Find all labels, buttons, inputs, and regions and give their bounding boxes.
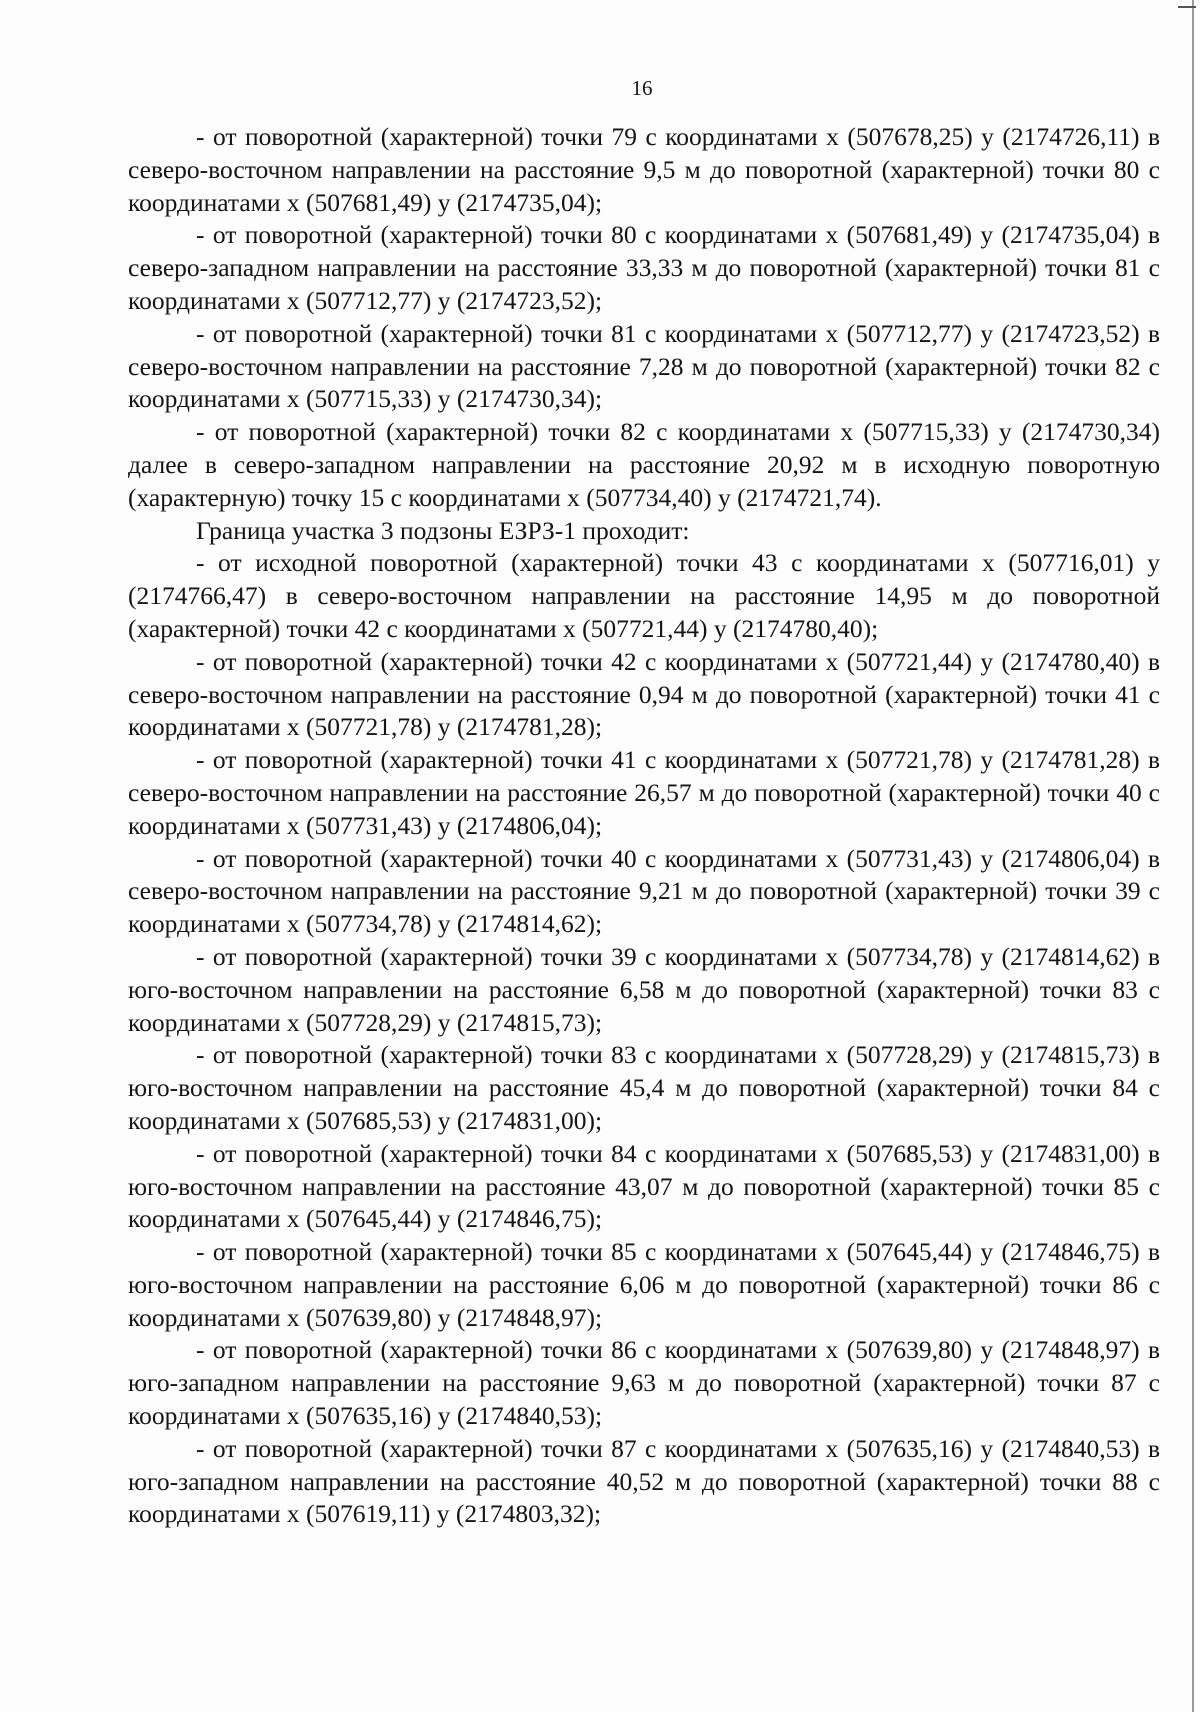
page-number: 16 xyxy=(631,76,653,100)
boundary-segment-paragraph: - от исходной поворотной (характерной) точки 43 с координатами х (507716,01) у (2174766,47) в северо-восточном направлении на расстояние 14,95 м до поворотной (характерной) точки 42 с координатами х (507721,44) у (2174780,40); xyxy=(128,548,1160,643)
boundary-segment-paragraph: - от поворотной (характерной) точки 81 с координатами х (507712,77) у (2174723,52) в северо-восточном направлении на расстояние 7,28 м до поворотной (характерной) точки 82 с координатами х (507715,33) у (2174730,34); xyxy=(128,318,1160,414)
boundary-segment-paragraph: - от поворотной (характерной) точки 40 с координатами х (507731,43) у (2174806,04) в северо-восточном направлении на расстояние 9,21 м до поворотной (характерной) точки 39 с координатами х (507734,78) у (2174814,62); xyxy=(128,843,1160,939)
boundary-segment-paragraph: - от поворотной (характерной) точки 41 с координатами х (507721,78) у (2174781,28) в северо-восточном направлении на расстояние 26,57 м до поворотной (характерной) точки 40 с координатами х (507731,43) у (2174806,04); xyxy=(128,745,1160,840)
boundary-segment-paragraph: - от поворотной (характерной) точки 83 с координатами х (507728,29) у (2174815,73) в юго-восточном направлении на расстояние 45,4 м до поворотной (характерной) точки 84 с координатами х (507685,53) у (2174831,00); xyxy=(128,1040,1160,1135)
scan-edge-line xyxy=(1192,0,1194,1712)
boundary-segment-paragraph: - от поворотной (характерной) точки 86 с координатами х (507639,80) у (2174848,97) в юго-западном направлении на расстояние 9,63 м до поворотной (характерной) точки 87 с координатами х (507635,16) у (2174840,53); xyxy=(128,1335,1160,1431)
boundary-segment-paragraph: - от поворотной (характерной) точки 42 с координатами х (507721,44) у (2174780,40) в северо-восточном направлении на расстояние 0,94 м до поворотной (характерной) точки 41 с координатами х (507721,78) у (2174781,28); xyxy=(128,646,1160,742)
boundary-segment-paragraph: - от поворотной (характерной) точки 84 с координатами х (507685,53) у (2174831,00) в юго-восточном направлении на расстояние 43,07 м до поворотной (характерной) точки 85 с координатами х (507645,44) у (2174846,75); xyxy=(128,1138,1160,1234)
document-body xyxy=(128,121,1160,1531)
boundary-segment-paragraph: - от поворотной (характерной) точки 80 с координатами х (507681,49) у (2174735,04) в северо-западном направлении на расстояние 33,33 м до поворотной (характерной) точки 81 с координатами х (507712,77) у (2174723,52); xyxy=(128,220,1160,315)
boundary-segment-paragraph: - от поворотной (характерной) точки 85 с координатами х (507645,44) у (2174846,75) в юго-восточном направлении на расстояние 6,06 м до поворотной (характерной) точки 86 с координатами х (507639,80) у (2174848,97); xyxy=(128,1237,1160,1332)
boundary-segment-paragraph: - от поворотной (характерной) точки 39 с координатами х (507734,78) у (2174814,62) в юго-восточном направлении на расстояние 6,58 м до поворотной (характерной) точки 83 с координатами х (507728,29) у (2174815,73); xyxy=(128,941,1160,1037)
scan-edge-mark xyxy=(1178,6,1196,8)
boundary-segment-paragraph: - от поворотной (характерной) точки 87 с координатами х (507635,16) у (2174840,53) в юго-западном направлении на расстояние 40,52 м до поворотной (характерной) точки 88 с координатами х (507619,11) у (2174803,32); xyxy=(128,1433,1160,1529)
boundary-segment-paragraph: - от поворотной (характерной) точки 82 с координатами х (507715,33) у (2174730,34) далее в северо-западном направлении на расстояние 20,92 м в исходную поворотную (характерную) точку 15 с координатами х (507734,40) у (2174721,74). xyxy=(128,417,1160,512)
section-heading: Граница участка 3 подзоны ЕЗРЗ-1 проходит: xyxy=(196,515,690,545)
boundary-segment-paragraph: - от поворотной (характерной) точки 79 с координатами х (507678,25) у (2174726,11) в северо-восточном направлении на расстояние 9,5 м до поворотной (характерной) точки 80 с координатами х (507681,49) у (2174735,04); xyxy=(128,122,1160,217)
